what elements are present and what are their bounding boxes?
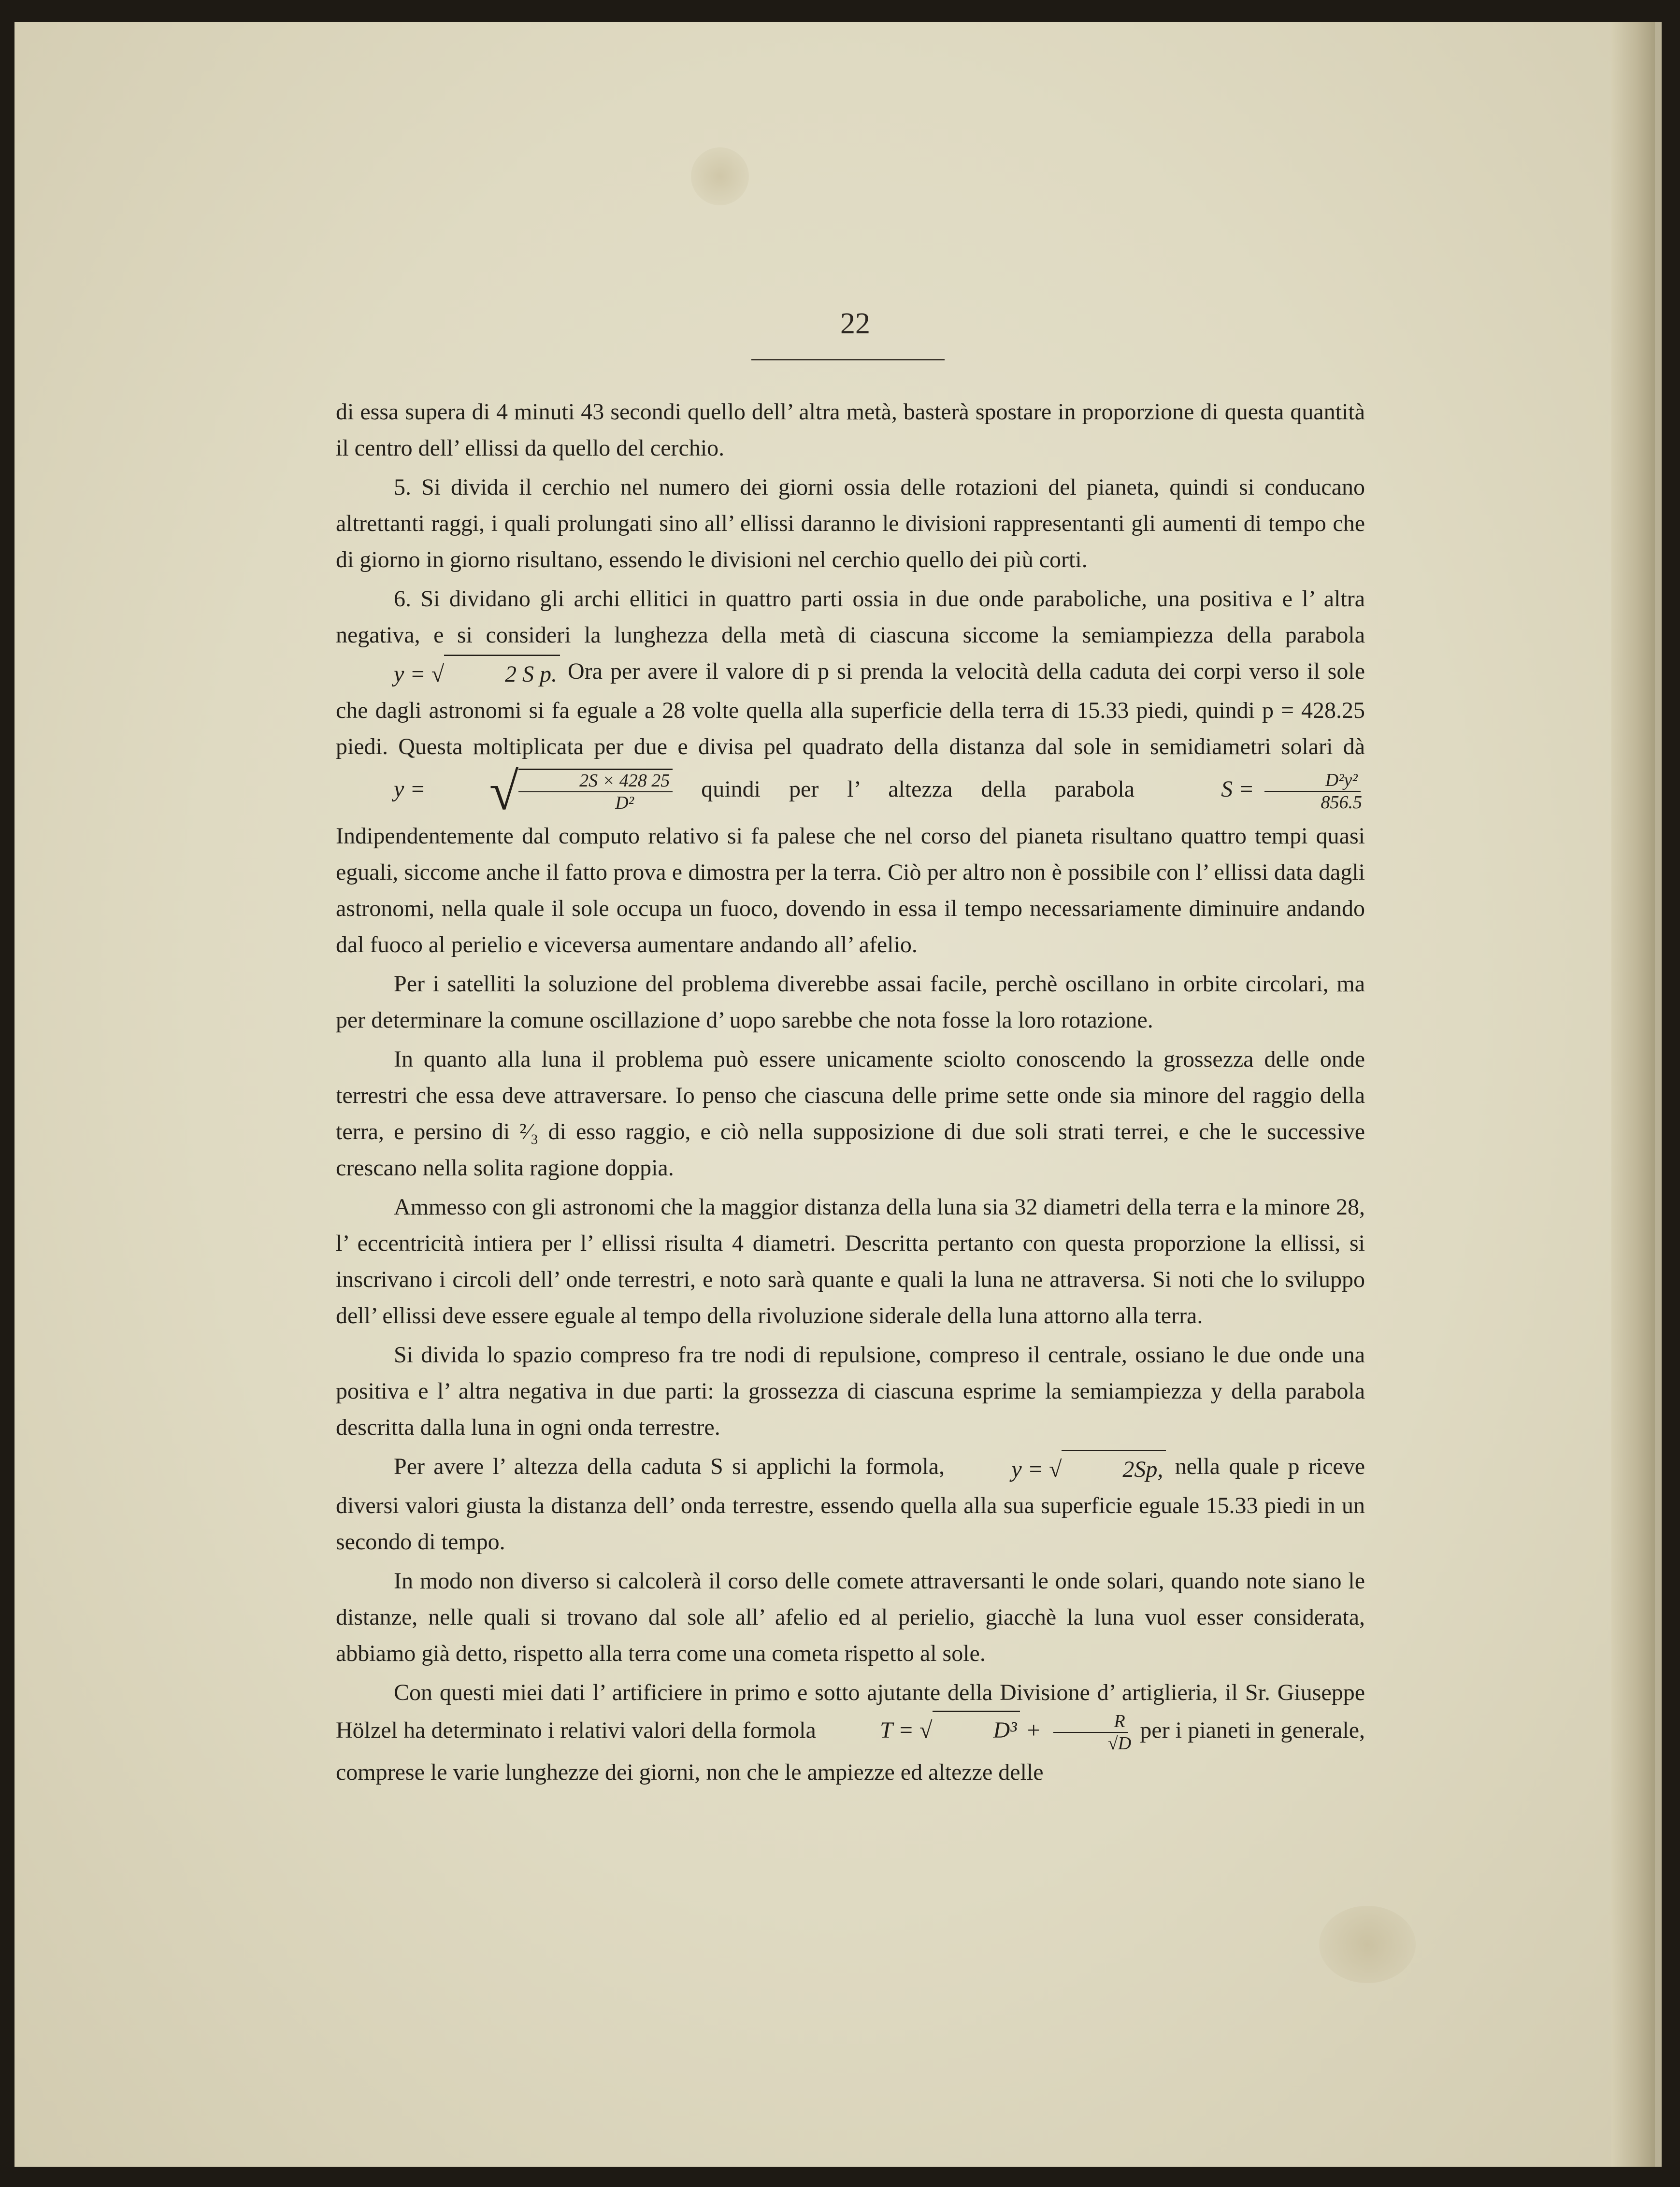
formula-lhs: y = bbox=[394, 661, 426, 687]
paper-stain bbox=[691, 147, 749, 205]
paragraph-text: per i pianeti in generale, comprese le varie lunghezze dei giorni, non che le ampiezze ed altezze delle bbox=[336, 1717, 1365, 1785]
y-formula bbox=[336, 761, 673, 821]
fraction-numerator: D²y² bbox=[1264, 770, 1361, 792]
fraction-numerator: R bbox=[1053, 1711, 1128, 1733]
fraction-denominator: D² bbox=[615, 793, 634, 814]
paragraph-text: Indipendentemente dal computo relativo si fa palese che nel corso del pianeta risultano quattro tempi quasi eguali, siccome anche il fatto prova e dimostra per la terra. Ciò per altro non è possibile con l’ ellissi data dagli astronomi, nella quale il sole occupa un fuoco, dovendo in essa il tempo necessariamente diminuire andando dal fuoco al perielio e viceversa aumentare andando all’ afelio. bbox=[336, 823, 1365, 958]
sqrt-icon: √ bbox=[919, 1717, 933, 1743]
paragraph: Ammesso con gli astronomi che la maggior distanza della luna sia 32 diametri della terra e la minore 28, l’ eccentricità intiera per l’ ellissi risulta 4 diametri. Descritta pertanto con questa proporzione la ellissi, si inscrivano i circoli dell’ onde terrestri, e noto sarà quante e quali la luna ne attraversa. Si noti che lo sviluppo dell’ ellissi deve essere eguale al tempo della rivoluzione siderale della luna attorno alla terra. bbox=[336, 1194, 1365, 1329]
paragraph: In modo non diverso si calcolerà il corso delle comete attraversanti le onde solari, quando note siano le distanze, nelle quali si trovano dal sole all’ afelio ed al perielio, giacchè la luna vuol esser considerata, abbiamo già detto, rispetto alla terra come una cometa rispetto al sole. bbox=[336, 1568, 1365, 1666]
paper-stain bbox=[1319, 1906, 1416, 1983]
formula-radicand: 2 S p. bbox=[444, 655, 560, 692]
paragraph bbox=[336, 581, 1365, 963]
fraction bbox=[1047, 1711, 1134, 1754]
t-formula bbox=[822, 1711, 1134, 1754]
fraction-numerator: 2S × 428 25 bbox=[518, 770, 673, 792]
root-expression bbox=[431, 761, 673, 821]
paragraph bbox=[336, 1674, 1365, 1790]
sqrt-icon: √ bbox=[1049, 1456, 1062, 1482]
book-page bbox=[14, 22, 1662, 2167]
paragraph-text: Con questi miei dati l’ artificiere in primo e sotto ajutante della Divisione d’ artiglieria, il Sr. Giuseppe Hölzel ha determinato i relativi valori della formola bbox=[336, 1679, 1365, 1743]
formula-lhs: S = bbox=[1221, 776, 1254, 802]
sqrt-icon: √ bbox=[431, 661, 445, 687]
fraction-denominator: 856.5 bbox=[1321, 792, 1362, 813]
page-spine-edge bbox=[1611, 22, 1655, 2167]
paragraph-text: Per avere l’ altezza della caduta S si applichi la formola, bbox=[394, 1453, 945, 1479]
s-formula bbox=[1163, 770, 1365, 813]
paragraph: In quanto alla luna il problema può essere unicamente sciolto conoscendo la grossezza delle onde terrestri che essa deve attraversare. Io penso che ciascuna delle prime sette onde sia minore del raggio della terra, e persino di ²⁄₃ di esso raggio, e ciò nella supposizione di due soli strati terrei, e che le successive crescano nella solita ragione doppia. bbox=[336, 1046, 1365, 1181]
paragraph bbox=[336, 1448, 1365, 1560]
sqrt-icon: √ bbox=[489, 761, 519, 821]
formula-radicand: D³ bbox=[933, 1711, 1020, 1748]
page-number: 22 bbox=[840, 307, 870, 340]
paragraph: Si divida lo spazio compreso fra tre nodi di repulsione, compreso il centrale, ossiano le due onde una positiva e l’ altra negativa in due parti: la grossezza di ciascuna esprime la semiampiezza y della parabola descritta dalla luna in ogni onda terrestre. bbox=[336, 1342, 1365, 1440]
formula-operator: + bbox=[1025, 1717, 1041, 1743]
paragraph: Per i satelliti la soluzione del problema diverebbe assai facile, perchè oscillano in orbite circolari, ma per determinare la comune oscillazione d’ uopo sarebbe che nota fosse la loro rotazione. bbox=[336, 971, 1365, 1033]
parabola-formula bbox=[336, 655, 560, 692]
paragraph-text: 6. Si dividano gli archi ellitici in quattro parti ossia in due onde paraboliche, una positiva e l’ altra negativa, e si consideri la lunghezza della metà di ciascuna siccome la semiampiezza della parabola bbox=[336, 586, 1365, 648]
fraction-denominator: √D bbox=[1107, 1733, 1132, 1754]
page-number-rule bbox=[751, 359, 945, 360]
formula-lhs: y = bbox=[1011, 1456, 1044, 1482]
formula-lhs: T = bbox=[879, 1717, 914, 1743]
fraction bbox=[1260, 770, 1365, 813]
paragraph-text: Ora per avere il valore di p si prenda la velocità della caduta dei corpi verso il sole che dagli astronomi si fa eguale a 28 volte quella alla superficie della terra di 15.33 piedi, quindi p = 428.25 piedi. Questa moltiplicata per due e divisa pel quadrato della distanza dal sole in semidiametri solari dà bbox=[336, 658, 1365, 759]
body-text bbox=[336, 394, 1365, 1793]
paragraph-text: quindi per l’ altezza della parabola bbox=[701, 776, 1135, 802]
formula-radicand: 2Sp, bbox=[1062, 1450, 1166, 1487]
paragraph: 5. Si divida il cerchio nel numero dei giorni ossia delle rotazioni del pianeta, quindi si conducano altrettanti raggi, i quali prolungati sino all’ ellissi daranno le divisioni rappresentanti gli aumenti di tempo che di giorno in giorno risultano, essendo le divisioni nel cerchio quello dei più corti. bbox=[336, 474, 1365, 572]
paragraph-text: nella quale p riceve diversi valori giusta la distanza dell’ onda terrestre, essendo quella alla sua superficie eguale 15.33 piedi in un secondo di tempo. bbox=[336, 1453, 1365, 1555]
formula-lhs: y = bbox=[394, 776, 426, 802]
fall-formula bbox=[953, 1450, 1166, 1487]
paragraph: di essa supera di 4 minuti 43 secondi quello dell’ altra metà, basterà spostare in proporzione di questa quantità il centro dell’ ellissi da quello del cerchio. bbox=[336, 399, 1365, 461]
fraction bbox=[518, 769, 673, 814]
